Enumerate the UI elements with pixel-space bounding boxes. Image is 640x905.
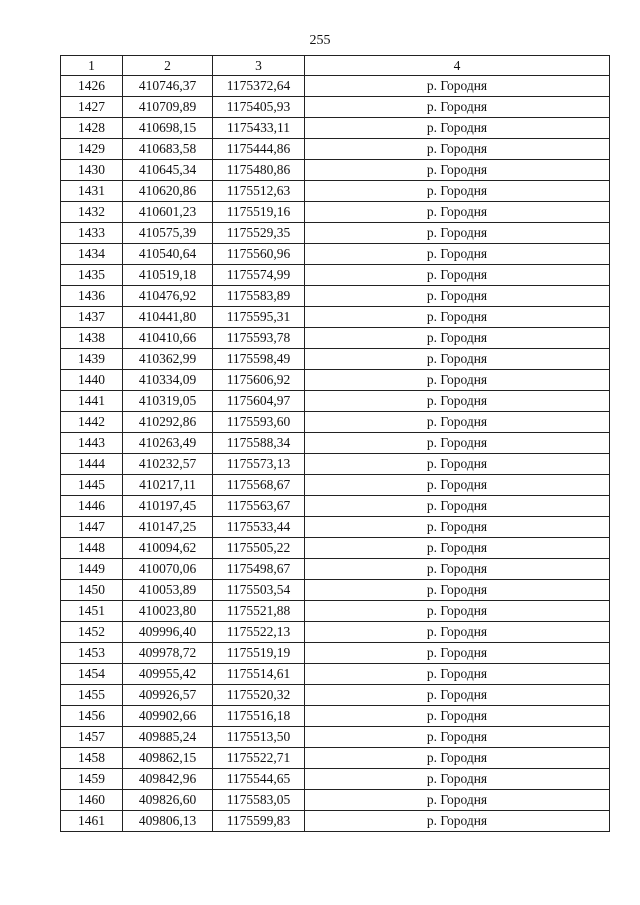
cell-point-number: 1438 [61, 328, 123, 349]
cell-y-coordinate: 1175583,05 [213, 790, 305, 811]
cell-x-coordinate: 410575,39 [123, 223, 213, 244]
cell-point-number: 1437 [61, 307, 123, 328]
cell-point-number: 1443 [61, 433, 123, 454]
table-header [61, 56, 610, 76]
cell-point-number: 1452 [61, 622, 123, 643]
cell-point-number: 1433 [61, 223, 123, 244]
cell-y-coordinate: 1175372,64 [213, 76, 305, 97]
table-row [61, 391, 610, 412]
cell-y-coordinate: 1175505,22 [213, 538, 305, 559]
cell-x-coordinate: 410441,80 [123, 307, 213, 328]
cell-description: р. Городня [305, 475, 610, 496]
column-header-description: 4 [305, 56, 610, 76]
page-number: 255 [309, 33, 331, 48]
cell-description: р. Городня [305, 307, 610, 328]
cell-x-coordinate: 409842,96 [123, 769, 213, 790]
cell-y-coordinate: 1175583,89 [213, 286, 305, 307]
cell-y-coordinate: 1175604,97 [213, 391, 305, 412]
cell-x-coordinate: 410094,62 [123, 538, 213, 559]
table-row [61, 475, 610, 496]
cell-x-coordinate: 410292,86 [123, 412, 213, 433]
column-header-y: 3 [213, 56, 305, 76]
coordinates-table [60, 55, 610, 832]
cell-description: р. Городня [305, 496, 610, 517]
cell-point-number: 1461 [61, 811, 123, 832]
cell-y-coordinate: 1175514,61 [213, 664, 305, 685]
table-row [61, 538, 610, 559]
cell-description: р. Городня [305, 580, 610, 601]
cell-description: р. Городня [305, 685, 610, 706]
cell-point-number: 1429 [61, 139, 123, 160]
cell-x-coordinate: 410698,15 [123, 118, 213, 139]
cell-x-coordinate: 410023,80 [123, 601, 213, 622]
table-row [61, 685, 610, 706]
cell-point-number: 1428 [61, 118, 123, 139]
cell-y-coordinate: 1175516,18 [213, 706, 305, 727]
cell-y-coordinate: 1175563,67 [213, 496, 305, 517]
cell-description: р. Городня [305, 265, 610, 286]
table-row [61, 727, 610, 748]
cell-description: р. Городня [305, 391, 610, 412]
cell-description: р. Городня [305, 349, 610, 370]
cell-x-coordinate: 410519,18 [123, 265, 213, 286]
cell-x-coordinate: 409902,66 [123, 706, 213, 727]
cell-x-coordinate: 410319,05 [123, 391, 213, 412]
cell-y-coordinate: 1175533,44 [213, 517, 305, 538]
table-row [61, 76, 610, 97]
cell-x-coordinate: 410746,37 [123, 76, 213, 97]
cell-x-coordinate: 409955,42 [123, 664, 213, 685]
cell-point-number: 1456 [61, 706, 123, 727]
cell-y-coordinate: 1175593,60 [213, 412, 305, 433]
table-row [61, 286, 610, 307]
cell-point-number: 1432 [61, 202, 123, 223]
cell-description: р. Городня [305, 139, 610, 160]
cell-point-number: 1449 [61, 559, 123, 580]
cell-point-number: 1439 [61, 349, 123, 370]
cell-x-coordinate: 410334,09 [123, 370, 213, 391]
cell-point-number: 1435 [61, 265, 123, 286]
cell-description: р. Городня [305, 769, 610, 790]
table-row [61, 307, 610, 328]
cell-y-coordinate: 1175480,86 [213, 160, 305, 181]
cell-x-coordinate: 410620,86 [123, 181, 213, 202]
cell-point-number: 1460 [61, 790, 123, 811]
cell-description: р. Городня [305, 601, 610, 622]
table-row [61, 580, 610, 601]
cell-description: р. Городня [305, 811, 610, 832]
cell-description: р. Городня [305, 181, 610, 202]
cell-y-coordinate: 1175503,54 [213, 580, 305, 601]
table-body [61, 76, 610, 832]
table-row [61, 349, 610, 370]
table-row [61, 706, 610, 727]
cell-x-coordinate: 409806,13 [123, 811, 213, 832]
table-row [61, 517, 610, 538]
table-row [61, 601, 610, 622]
cell-point-number: 1450 [61, 580, 123, 601]
cell-x-coordinate: 410197,45 [123, 496, 213, 517]
cell-y-coordinate: 1175593,78 [213, 328, 305, 349]
table-row [61, 265, 610, 286]
table-row [61, 412, 610, 433]
cell-y-coordinate: 1175573,13 [213, 454, 305, 475]
cell-point-number: 1430 [61, 160, 123, 181]
cell-description: р. Городня [305, 223, 610, 244]
cell-x-coordinate: 410217,11 [123, 475, 213, 496]
cell-x-coordinate: 410540,64 [123, 244, 213, 265]
cell-point-number: 1447 [61, 517, 123, 538]
cell-x-coordinate: 409885,24 [123, 727, 213, 748]
cell-point-number: 1442 [61, 412, 123, 433]
cell-x-coordinate: 410263,49 [123, 433, 213, 454]
cell-description: р. Городня [305, 748, 610, 769]
cell-y-coordinate: 1175560,96 [213, 244, 305, 265]
cell-description: р. Городня [305, 454, 610, 475]
cell-x-coordinate: 410147,25 [123, 517, 213, 538]
cell-point-number: 1440 [61, 370, 123, 391]
cell-y-coordinate: 1175529,35 [213, 223, 305, 244]
cell-point-number: 1459 [61, 769, 123, 790]
table-row [61, 244, 610, 265]
table-row [61, 496, 610, 517]
cell-y-coordinate: 1175522,71 [213, 748, 305, 769]
cell-description: р. Городня [305, 622, 610, 643]
cell-y-coordinate: 1175498,67 [213, 559, 305, 580]
cell-y-coordinate: 1175606,92 [213, 370, 305, 391]
cell-point-number: 1436 [61, 286, 123, 307]
table-row [61, 769, 610, 790]
cell-point-number: 1457 [61, 727, 123, 748]
cell-point-number: 1453 [61, 643, 123, 664]
cell-x-coordinate: 409862,15 [123, 748, 213, 769]
cell-point-number: 1445 [61, 475, 123, 496]
table-row [61, 223, 610, 244]
cell-description: р. Городня [305, 244, 610, 265]
cell-x-coordinate: 409996,40 [123, 622, 213, 643]
column-header-point-number: 1 [61, 56, 123, 76]
table-row [61, 433, 610, 454]
cell-y-coordinate: 1175519,16 [213, 202, 305, 223]
cell-description: р. Городня [305, 727, 610, 748]
table-row [61, 97, 610, 118]
cell-x-coordinate: 410601,23 [123, 202, 213, 223]
cell-point-number: 1434 [61, 244, 123, 265]
cell-description: р. Городня [305, 118, 610, 139]
cell-y-coordinate: 1175568,67 [213, 475, 305, 496]
cell-description: р. Городня [305, 559, 610, 580]
table-row [61, 181, 610, 202]
cell-description: р. Городня [305, 433, 610, 454]
cell-description: р. Городня [305, 286, 610, 307]
table-row [61, 811, 610, 832]
cell-x-coordinate: 409978,72 [123, 643, 213, 664]
table-row [61, 139, 610, 160]
cell-x-coordinate: 410070,06 [123, 559, 213, 580]
table-row [61, 790, 610, 811]
cell-y-coordinate: 1175588,34 [213, 433, 305, 454]
table-row [61, 160, 610, 181]
cell-point-number: 1426 [61, 76, 123, 97]
cell-description: р. Городня [305, 76, 610, 97]
table-row [61, 118, 610, 139]
table-row [61, 559, 610, 580]
cell-y-coordinate: 1175405,93 [213, 97, 305, 118]
table-row [61, 202, 610, 223]
cell-y-coordinate: 1175521,88 [213, 601, 305, 622]
cell-y-coordinate: 1175512,63 [213, 181, 305, 202]
cell-y-coordinate: 1175595,31 [213, 307, 305, 328]
table-row [61, 328, 610, 349]
cell-description: р. Городня [305, 412, 610, 433]
column-header-x: 2 [123, 56, 213, 76]
cell-x-coordinate: 409926,57 [123, 685, 213, 706]
cell-x-coordinate: 410410,66 [123, 328, 213, 349]
table-row [61, 622, 610, 643]
cell-point-number: 1458 [61, 748, 123, 769]
table-row [61, 664, 610, 685]
cell-y-coordinate: 1175513,50 [213, 727, 305, 748]
cell-point-number: 1427 [61, 97, 123, 118]
cell-description: р. Городня [305, 706, 610, 727]
cell-x-coordinate: 409826,60 [123, 790, 213, 811]
cell-x-coordinate: 410476,92 [123, 286, 213, 307]
cell-point-number: 1451 [61, 601, 123, 622]
cell-x-coordinate: 410362,99 [123, 349, 213, 370]
cell-y-coordinate: 1175522,13 [213, 622, 305, 643]
cell-y-coordinate: 1175433,11 [213, 118, 305, 139]
cell-description: р. Городня [305, 538, 610, 559]
cell-point-number: 1455 [61, 685, 123, 706]
cell-description: р. Городня [305, 643, 610, 664]
cell-y-coordinate: 1175519,19 [213, 643, 305, 664]
cell-y-coordinate: 1175574,99 [213, 265, 305, 286]
cell-x-coordinate: 410053,89 [123, 580, 213, 601]
cell-x-coordinate: 410232,57 [123, 454, 213, 475]
cell-description: р. Городня [305, 517, 610, 538]
cell-y-coordinate: 1175598,49 [213, 349, 305, 370]
cell-point-number: 1448 [61, 538, 123, 559]
cell-point-number: 1441 [61, 391, 123, 412]
table-row [61, 370, 610, 391]
header-row [61, 56, 610, 76]
cell-description: р. Городня [305, 202, 610, 223]
cell-point-number: 1444 [61, 454, 123, 475]
cell-point-number: 1446 [61, 496, 123, 517]
cell-y-coordinate: 1175599,83 [213, 811, 305, 832]
cell-description: р. Городня [305, 790, 610, 811]
cell-point-number: 1431 [61, 181, 123, 202]
cell-x-coordinate: 410683,58 [123, 139, 213, 160]
cell-x-coordinate: 410709,89 [123, 97, 213, 118]
cell-description: р. Городня [305, 664, 610, 685]
cell-x-coordinate: 410645,34 [123, 160, 213, 181]
cell-y-coordinate: 1175444,86 [213, 139, 305, 160]
table-row [61, 748, 610, 769]
cell-y-coordinate: 1175544,65 [213, 769, 305, 790]
cell-description: р. Городня [305, 97, 610, 118]
cell-y-coordinate: 1175520,32 [213, 685, 305, 706]
cell-description: р. Городня [305, 160, 610, 181]
table-row [61, 454, 610, 475]
cell-description: р. Городня [305, 328, 610, 349]
cell-point-number: 1454 [61, 664, 123, 685]
cell-description: р. Городня [305, 370, 610, 391]
table-row [61, 643, 610, 664]
